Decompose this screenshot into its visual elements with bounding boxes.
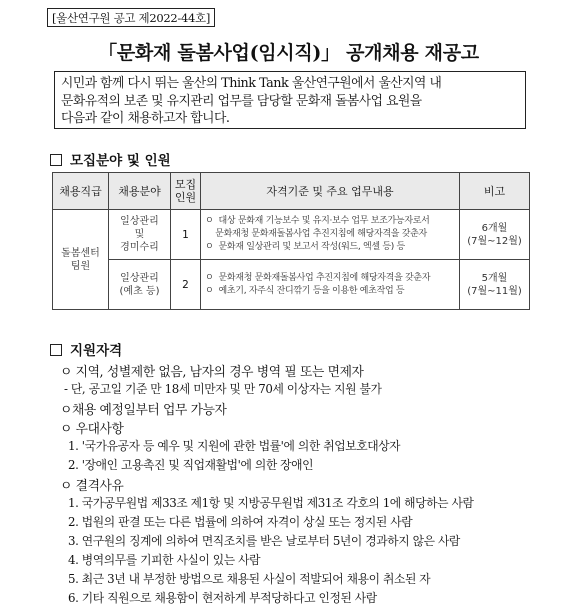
duty-line: ㅇ 대상 문화재 기능보수 및 유지·보수 업무 보조가능자로서 bbox=[205, 216, 430, 226]
qual-line: 5. 최근 3년 내 부정한 방법으로 채용된 사실이 적발되어 채용이 취소된 자 bbox=[68, 572, 431, 586]
qual-line: 1. 국가공무원법 제33조 제1항 및 지방공무원법 제31조 각호의 1에 해당하는 사람 bbox=[68, 496, 474, 510]
qual-line: 1. '국가유공자 등 예우 및 지원에 관한 법률'에 의한 취업보호대상자 bbox=[68, 439, 401, 453]
qual-line: 4. 병역의무를 기피한 사실이 있는 사람 bbox=[68, 553, 261, 567]
section-heading-recruit bbox=[50, 149, 171, 169]
duties-cell bbox=[201, 210, 460, 260]
header-duties: 자격기준 및 주요 업무내용 bbox=[201, 173, 460, 210]
count-cell: 2 bbox=[171, 260, 201, 310]
duty-line: 문화재청 문화재돌봄사업 추진지침에 해당자격을 갖춘자 bbox=[205, 229, 427, 239]
section-heading-qualify bbox=[50, 339, 122, 359]
duty-line: ㅇ 문화재청 문화재돌봄사업 추진지침에 해당자격을 갖춘자 bbox=[205, 272, 431, 283]
page-title: 「문화재 돌봄사업(임시직)」 공개채용 재공고 bbox=[98, 42, 479, 64]
intro-line: 시민과 함께 다시 뛰는 울산의 Think Tank 울산연구원에서 울산지역 내 bbox=[61, 76, 442, 91]
qual-line: ㅇ 지역, 성별제한 없음, 남자의 경우 병역 필 또는 면제자 bbox=[60, 365, 364, 380]
field-cell: 일상관리 (예초 등) bbox=[109, 260, 171, 310]
note-cell: 5개월 (7월~11월) bbox=[460, 260, 530, 310]
checkbox-square-icon bbox=[50, 154, 62, 166]
table-row bbox=[53, 210, 530, 260]
checkbox-square-icon bbox=[50, 344, 62, 356]
recruit-table bbox=[52, 172, 530, 310]
table-row bbox=[53, 260, 530, 310]
note-cell: 6개월 (7월~12월) bbox=[460, 210, 530, 260]
section-title: 지원자격 bbox=[70, 343, 123, 359]
intro-line: 문화유적의 보존 및 유지관리 업무를 담당할 문화재 돌봄사업 요원을 bbox=[61, 93, 422, 109]
duties-cell bbox=[201, 260, 460, 310]
header-note: 비고 bbox=[460, 173, 530, 210]
department-cell: 돌봄센터 팀원 bbox=[53, 210, 109, 310]
header-count: 모집 인원 bbox=[171, 173, 201, 210]
qual-line: 2. '장애인 고용촉진 및 직업재활법'에 의한 장애인 bbox=[68, 458, 314, 472]
intro-box bbox=[54, 71, 526, 129]
field-cell: 일상관리 및 경미수리 bbox=[109, 210, 171, 260]
qual-line: - 단, 공고일 기준 만 18세 미만자 및 만 70세 이상자는 지원 불가 bbox=[64, 382, 382, 396]
qual-line: ㅇ채용 예정일부터 업무 가능자 bbox=[60, 403, 227, 418]
header-grade: 채용직급 bbox=[53, 173, 109, 210]
header-field: 채용분야 bbox=[109, 173, 171, 210]
qual-line: 2. 법원의 판결 또는 다른 법률에 의하여 자격이 상실 또는 정지된 사람 bbox=[68, 515, 413, 529]
duty-line: ㅇ 예초기, 자주식 잔디깎기 등을 이용한 예초작업 등 bbox=[205, 285, 405, 296]
notice-number: [울산연구원 공고 제2022-44호] bbox=[47, 8, 215, 27]
qual-line: ㅇ 결격사유 bbox=[60, 479, 124, 494]
qual-line: 6. 기타 직원으로 채용함이 현저하게 부적당하다고 인정된 사람 bbox=[68, 591, 377, 605]
table-header-row bbox=[53, 173, 530, 210]
duty-line: ㅇ 문화재 일상관리 및 보고서 작성(워드, 엑셀 등) 등 bbox=[205, 242, 405, 252]
count-cell: 1 bbox=[171, 210, 201, 260]
qual-line: ㅇ 우대사항 bbox=[60, 422, 124, 437]
qual-line: 3. 연구원의 징계에 의하여 면직조치를 받은 날로부터 5년이 경과하지 않은 사람 bbox=[68, 534, 460, 548]
intro-line: 다음과 같이 채용하고자 합니다. bbox=[61, 111, 230, 126]
section-title: 모집분야 및 인원 bbox=[70, 153, 171, 169]
